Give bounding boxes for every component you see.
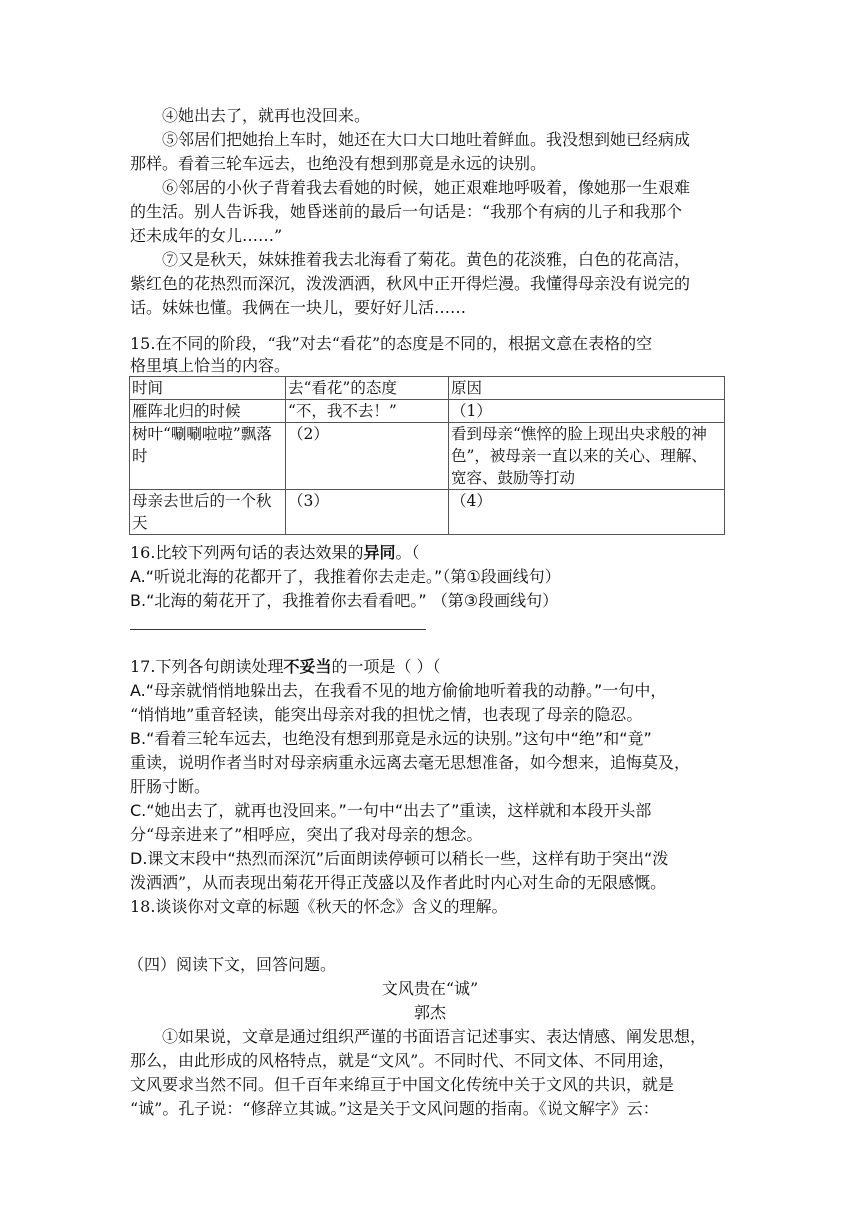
question-15-line-1: 15.在不同的阶段，“我”对去“看花”的态度是不同的，根据文意在表格的空 (130, 334, 653, 353)
table-cell[interactable]: （4） (449, 490, 725, 535)
q16-text: 16.比较下列两句话的表达效果的 (130, 543, 364, 562)
q16-emphasis: 异同 (363, 543, 396, 562)
table-cell[interactable]: （2） (286, 423, 449, 490)
question-15-line-2: 格里填上恰当的内容。 (130, 356, 291, 375)
question-17 (130, 655, 730, 679)
q16-text-end: 。（ (395, 543, 420, 562)
section-4-heading: （四）阅读下文，回答问题。 (128, 955, 337, 974)
q17-option-c-line-1: C.“她出去了，就再也没回来。”一句中“出去了”重读，这样就和本段开头部 (130, 801, 652, 820)
paragraph-5-line-2: 那样。看着三轮车远去，也绝没有想到那竟是永远的诀别。 (130, 154, 547, 173)
header-attitude: 去“看花”的态度 (286, 377, 449, 400)
q16-option-b: B.“北海的菊花开了，我推着你去看看吧。” （第③段画线句） (130, 591, 559, 610)
q16-option-a: A.“听说北海的花都开了，我推着你去走走。”（第①段画线句） (130, 567, 561, 586)
q17-option-b-line-2: 重读，说明作者当时对母亲病重永远离去毫无思想准备，如今想来，追悔莫及， (130, 753, 691, 772)
article-para-1-line-4: “诚”。孔子说：“修辞立其诚。”这是关于文风问题的指南。《说文解字》云： (130, 1099, 659, 1118)
q17-emphasis: 不妥当 (283, 657, 332, 676)
paragraph-6-line-1: ⑥邻居的小伙子背着我去看她的时候，她正艰难地呼吸着，像她那一生艰难 (162, 178, 691, 197)
paragraph-6-line-3: 还未成年的女儿……” (130, 226, 283, 245)
paragraph-5-line-1: ⑤邻居们把她抬上车时，她还在大口大口地吐着鲜血。我没想到她已经病成 (162, 130, 691, 149)
question-16 (130, 541, 730, 565)
paragraph-7-line-1: ⑦又是秋天，妹妹推着我去北海看了菊花。黄色的花淡雅，白色的花高洁， (162, 250, 691, 269)
article-author: 郭杰 (413, 1003, 446, 1022)
table-cell[interactable]: （3） (286, 490, 449, 535)
header-reason: 原因 (449, 377, 725, 400)
paragraph-7-line-2: 紫红色的花热烈而深沉，泼泼洒洒，秋风中正开得烂漫。我懂得母亲没有说完的 (130, 274, 691, 293)
q17-text-end: 的一项是（ ）（ (331, 657, 441, 676)
table-header-row (130, 377, 725, 400)
question-18: 18.谈谈你对文章的标题《秋天的怀念》含义的理解。 (130, 897, 508, 916)
table-cell: “不，我不去！” (286, 400, 449, 423)
table-cell[interactable]: （1） (449, 400, 725, 423)
header-time: 时间 (130, 377, 286, 400)
article-title: 文风贵在“诚” (381, 979, 479, 998)
q17-option-a-line-1: A.“母亲就悄悄地躲出去，在我看不见的地方偷偷地听着我的动静。”一句中， (130, 681, 667, 700)
paragraph-7-line-3: 话。妹妹也懂。我俩在一块儿，要好好儿活…… (130, 298, 467, 317)
table-row (130, 490, 725, 535)
table-cell: 看到母亲“憔悴的脸上现出央求般的神色”，被母亲一直以来的关心、理解、宽容、鼓励等打动 (449, 423, 725, 490)
q17-option-d-line-1: D.课文末段中“热烈而深沉”后面朗读停顿可以稍长一些，这样有助于突出“泼 (130, 849, 669, 868)
answer-table (129, 376, 725, 535)
table-cell: 母亲去世后的一个秋天 (130, 490, 286, 535)
paragraph-6-line-2: 的生活。别人告诉我，她昏迷前的最后一句话是：“我那个有病的儿子和我那个 (130, 202, 683, 221)
table-cell: 雁阵北归的时候 (130, 400, 286, 423)
table-row (130, 400, 725, 423)
q17-option-b-line-3: 肝肠寸断。 (130, 777, 211, 796)
article-para-1-line-3: 文风要求当然不同。但千百年来绵亘于中国文化传统中关于文风的共识，就是 (130, 1075, 675, 1094)
paragraph-4: ④她出去了，就再也没回来。 (162, 106, 371, 125)
q17-option-a-line-2: “悄悄地”重音轻读，能突出母亲对我的担忧之情，也表现了母亲的隐忍。 (130, 705, 643, 724)
article-para-1-line-1: ①如果说，文章是通过组织严谨的书面语言记述事实、表达情感、阐发思想， (162, 1027, 707, 1046)
q17-option-c-line-2: 分“母亲进来了”相呼应，突出了我对母亲的想念。 (130, 825, 483, 844)
table-row (130, 423, 725, 490)
article-para-1-line-2: 那么，由此形成的风格特点，就是“文风”。不同时代、不同文体、不同用途， (130, 1051, 675, 1070)
q17-option-b-line-1: B.“看着三轮车远去，也绝没有想到那竟是永远的诀别。”这句中“绝”和“竟” (130, 729, 652, 748)
answer-line[interactable] (130, 629, 426, 630)
q17-text: 17.下列各句朗读处理 (130, 657, 284, 676)
q17-option-d-line-2: 泼洒洒”，从而表现出菊花开得正茂盛以及作者此时内心对生命的无限感慨。 (130, 873, 667, 892)
table-cell: 树叶“唰唰啦啦”飘落时 (130, 423, 286, 490)
